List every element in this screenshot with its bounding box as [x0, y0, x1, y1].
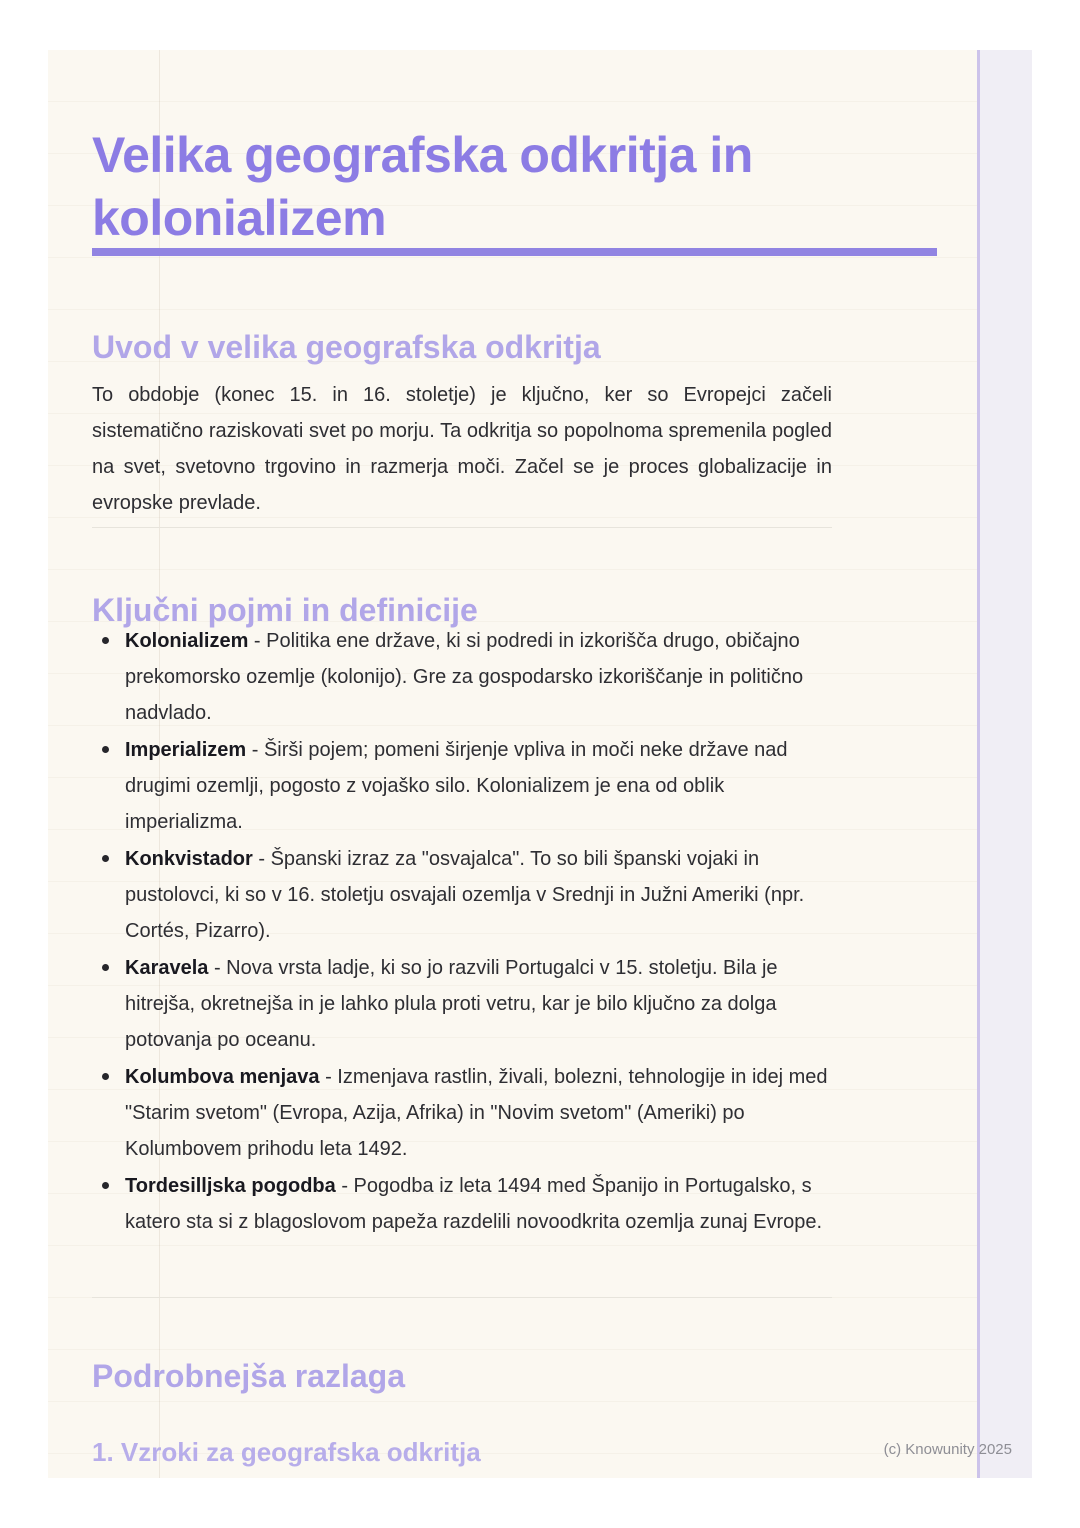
bullet-icon — [102, 964, 109, 971]
definitions-list — [92, 623, 837, 1241]
section-divider — [92, 527, 832, 528]
section-divider — [92, 1297, 832, 1298]
term-label: Tordesilljska pogodba — [125, 1175, 336, 1197]
section-heading-intro: Uvod v velika geografska odkritja — [92, 328, 601, 365]
binding-stripe — [977, 50, 1032, 1478]
title-underline — [92, 248, 937, 256]
bullet-icon — [102, 1182, 109, 1189]
list-item — [92, 1168, 837, 1240]
list-item — [92, 950, 837, 1058]
term-definition: - Španski izraz za "osvajalca". To so bili španski vojaki in pustolovci, ki so v 16. stoletju osvajali ozemlja v Srednji in Južni Ameriki (npr. Cortés, Pizarro). — [125, 848, 805, 942]
term-definition: - Širši pojem; pomeni širjenje vpliva in moči neke države nad drugimi ozemlji, pogosto z vojaško silo. Kolonializem je ena od oblik imperializma. — [125, 739, 788, 833]
copyright-footer: (c) Knowunity 2025 — [883, 1441, 1012, 1458]
bullet-icon — [102, 1073, 109, 1080]
term-label: Imperializem — [125, 739, 247, 761]
term-label: Konkvistador — [125, 848, 253, 870]
notebook-paper — [48, 50, 977, 1478]
term-label: Kolonializem — [125, 630, 249, 652]
list-item — [92, 623, 837, 731]
subsection-heading-causes: 1. Vzroki za geografska odkritja — [92, 1437, 481, 1467]
section-heading-terms: Ključni pojmi in definicije — [92, 591, 478, 628]
term-definition: - Politika ene države, ki si podredi in izkorišča drugo, običajno prekomorsko ozemlje (kolonijo). Gre za gospodarsko izkoriščanje in politično nadvlado. — [125, 630, 804, 724]
term-definition: - Pogodba iz leta 1494 med Španijo in Portugalsko, s katero sta si z blagoslovom papeža razdelili novoodkrita ozemlja zunaj Evrope. — [125, 1175, 823, 1233]
page-title: Velika geografska odkritja in kolonializem — [92, 126, 753, 246]
term-definition: - Izmenjava rastlin, živali, bolezni, tehnologije in idej med "Starim svetom" (Evropa, Azija, Afrika) in "Novim svetom" (Ameriki) po Kolumbovem prihodu leta 1492. — [125, 1066, 828, 1160]
term-label: Karavela — [125, 957, 209, 979]
term-label: Kolumbova menjava — [125, 1066, 320, 1088]
term-definition: - Nova vrsta ladje, ki so jo razvili Portugalci v 15. stoletju. Bila je hitrejša, okretnejša in je lahko plula proti vetru, kar je bilo ključno za dolga potovanja po oceanu. — [125, 957, 778, 1051]
intro-paragraph: To obdobje (konec 15. in 16. stoletje) je ključno, ker so Evropejci začeli sistematično raziskovati svet po morju. Ta odkritja so popolnoma spremenila pogled na svet, svetovno trgovino in razmerja moči. Začel se je proces globalizacije in evropske prevlade. — [92, 384, 832, 514]
list-item — [92, 732, 837, 840]
bullet-icon — [102, 855, 109, 862]
list-item — [92, 1059, 837, 1167]
section-heading-detail: Podrobnejša razlaga — [92, 1357, 405, 1394]
bullet-icon — [102, 637, 109, 644]
bullet-icon — [102, 746, 109, 753]
list-item — [92, 841, 837, 949]
